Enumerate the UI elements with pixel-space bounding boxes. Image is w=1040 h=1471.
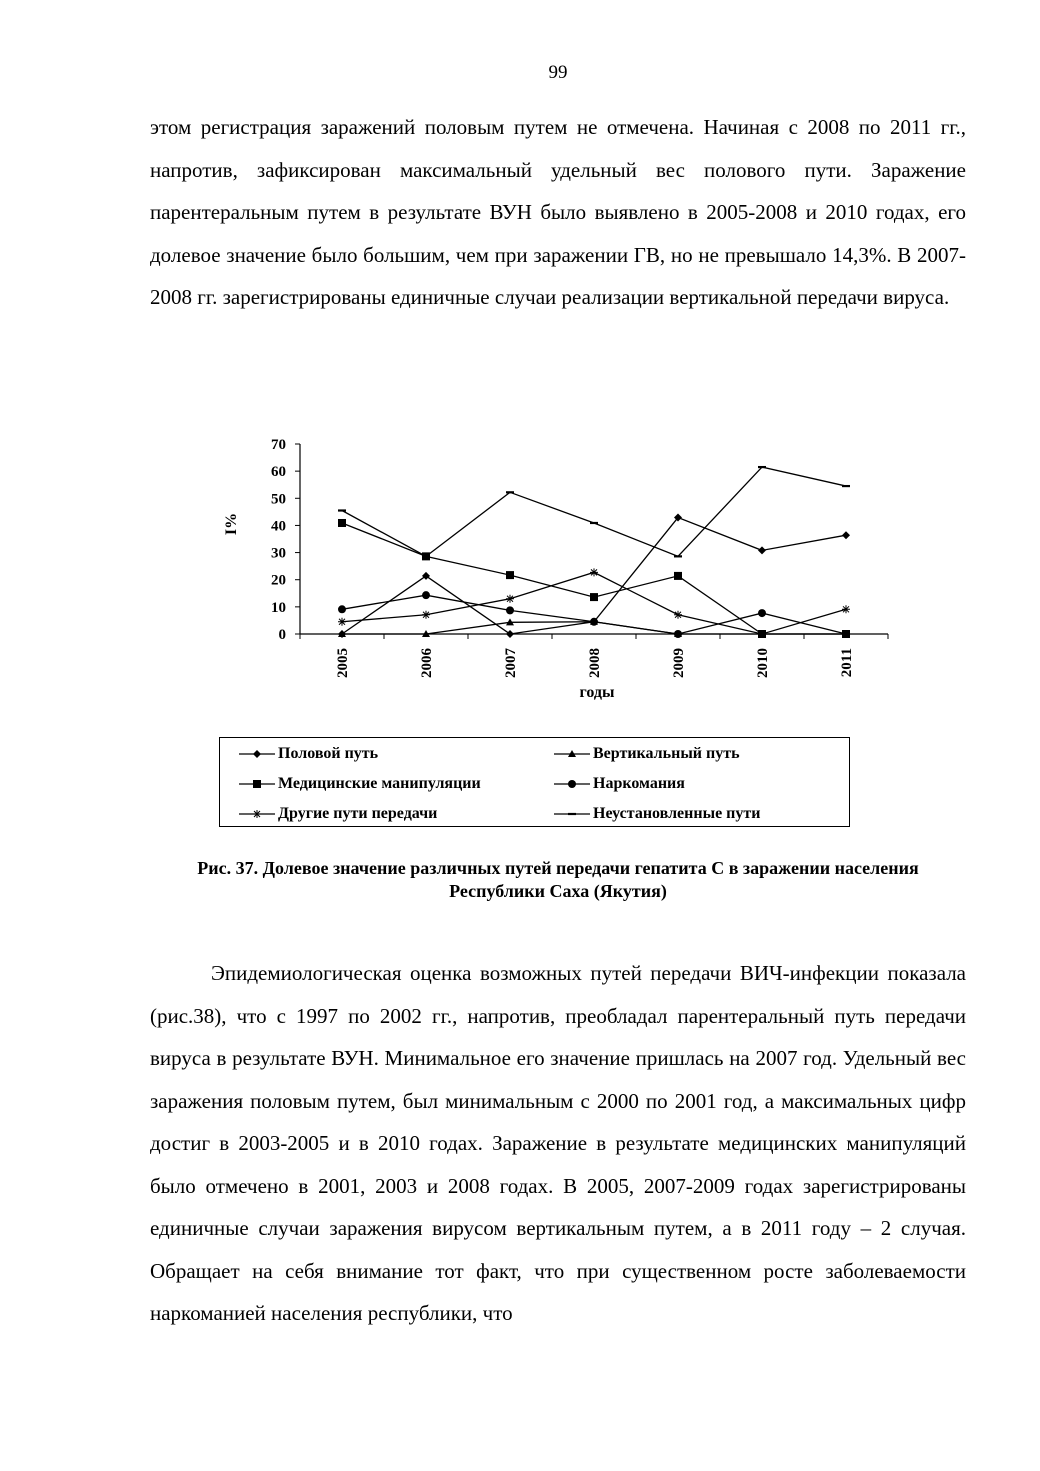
figure-caption: Рис. 37. Долевое значение различных путей передачи гепатита С в заражении населения Республики Саха (Якутия) bbox=[197, 858, 919, 901]
data-point-star bbox=[422, 611, 430, 619]
legend-marker bbox=[253, 750, 261, 758]
paragraph-hiv: Эпидемиологическая оценка возможных путей передачи ВИЧ-инфекции показала (рис.38), что с 1997 по 2002 гг., напротив, преобладал парентеральный путь передачи вируса в результате ВУН. Минимальное его значение пришлась на 2007 год. Удельный вес заражения половым путем, был минимальным с 2000 по 2001 год, а максимальных цифр достиг в 2003-2005 и в 2010 годах. Заражение в результате медицинских манипуляций было отмечено в 2001, 2003 и 2008 годах. В 2005, 2007-2009 годах зарегистрированы единичные случаи заражения вирусом вертикальным путем, а в 2011 году – 2 случая. Обращает на себя внимание тот факт, что при существенном росте заболеваемости наркоманией населения республики, что bbox=[150, 961, 966, 1325]
data-point-star bbox=[338, 618, 346, 626]
legend-item bbox=[238, 744, 378, 764]
data-point-star bbox=[758, 630, 766, 638]
y-tick-label: 60 bbox=[271, 464, 286, 481]
legend-marker bbox=[568, 780, 576, 788]
series-star bbox=[338, 568, 850, 638]
data-point-star bbox=[590, 568, 598, 576]
y-tick-label: 10 bbox=[271, 599, 286, 616]
legend-item bbox=[553, 774, 685, 794]
legend-label: Половой путь bbox=[278, 745, 379, 762]
legend-item bbox=[553, 744, 740, 764]
legend-label: Другие пути передачи bbox=[278, 805, 438, 822]
x-axis-label: годы bbox=[579, 684, 615, 701]
x-tick-label: 2005 bbox=[335, 648, 351, 678]
chart-legend bbox=[219, 737, 850, 827]
y-tick-label: 50 bbox=[271, 491, 286, 508]
series-line bbox=[342, 467, 846, 556]
data-point-star bbox=[842, 605, 850, 613]
y-tick-label: 40 bbox=[271, 518, 286, 535]
data-point-circle bbox=[674, 630, 682, 638]
data-point-circle bbox=[590, 618, 598, 626]
data-point-diamond bbox=[758, 546, 766, 554]
data-point-diamond bbox=[842, 531, 850, 539]
paragraph-intro: этом регистрация заражений половым путем не отмечена. Начиная с 2008 по 2011 гг., напротив, зафиксирован максимальный удельный вес полового пути. Заражение парентеральным путем в результате ВУН было выявлено в 2005-2008 и 2010 годах, его долевое значение было большим, чем при заражении ГВ, но не превышало 14,3%. В 2007-2008 гг. зарегистрированы единичные случаи реализации вертикальной передачи вируса. bbox=[150, 115, 966, 309]
legend-marker bbox=[253, 810, 261, 818]
y-tick-label: 0 bbox=[278, 627, 286, 643]
legend-item bbox=[553, 804, 760, 824]
x-tick-label: 2008 bbox=[587, 648, 603, 678]
data-point-circle bbox=[506, 606, 514, 614]
legend-label: Наркомания bbox=[593, 775, 685, 792]
data-point-circle bbox=[842, 630, 850, 638]
data-point-star bbox=[506, 595, 514, 603]
data-point-circle bbox=[338, 605, 346, 613]
legend-square-icon bbox=[238, 776, 276, 792]
legend-item bbox=[238, 804, 437, 824]
x-tick-label: 2010 bbox=[755, 648, 771, 678]
data-point-circle bbox=[422, 591, 430, 599]
x-tick-label: 2006 bbox=[419, 648, 435, 678]
x-tick-label: 2011 bbox=[839, 648, 855, 678]
y-tick-label: 30 bbox=[271, 545, 286, 562]
data-point-square bbox=[590, 593, 598, 601]
legend-star-icon bbox=[238, 806, 276, 822]
legend-dash-icon bbox=[553, 806, 591, 822]
data-point-square bbox=[338, 519, 346, 527]
legend-label: Вертикальный путь bbox=[593, 745, 740, 762]
line-chart bbox=[0, 430, 1040, 730]
legend-marker bbox=[253, 780, 261, 788]
y-tick-label: 70 bbox=[271, 437, 286, 453]
y-axis-label: I% bbox=[223, 512, 240, 536]
data-point-square bbox=[674, 572, 682, 580]
legend-label: Медицинские манипуляции bbox=[278, 775, 481, 792]
y-tick-label: 20 bbox=[271, 572, 286, 589]
series-line bbox=[342, 523, 846, 634]
data-point-circle bbox=[758, 609, 766, 617]
x-tick-label: 2009 bbox=[671, 648, 687, 678]
legend-item bbox=[238, 774, 481, 794]
legend-triangle-icon bbox=[553, 746, 591, 762]
legend-diamond-icon bbox=[238, 746, 276, 762]
data-point-star bbox=[674, 611, 682, 619]
page-number: 99 bbox=[548, 62, 568, 83]
x-tick-label: 2007 bbox=[503, 648, 519, 678]
legend-circle-icon bbox=[553, 776, 591, 792]
legend-label: Неустановленные пути bbox=[593, 805, 761, 822]
data-point-diamond bbox=[506, 630, 514, 638]
series-dash bbox=[338, 467, 850, 556]
data-point-square bbox=[506, 571, 514, 579]
data-point-diamond bbox=[422, 572, 430, 580]
